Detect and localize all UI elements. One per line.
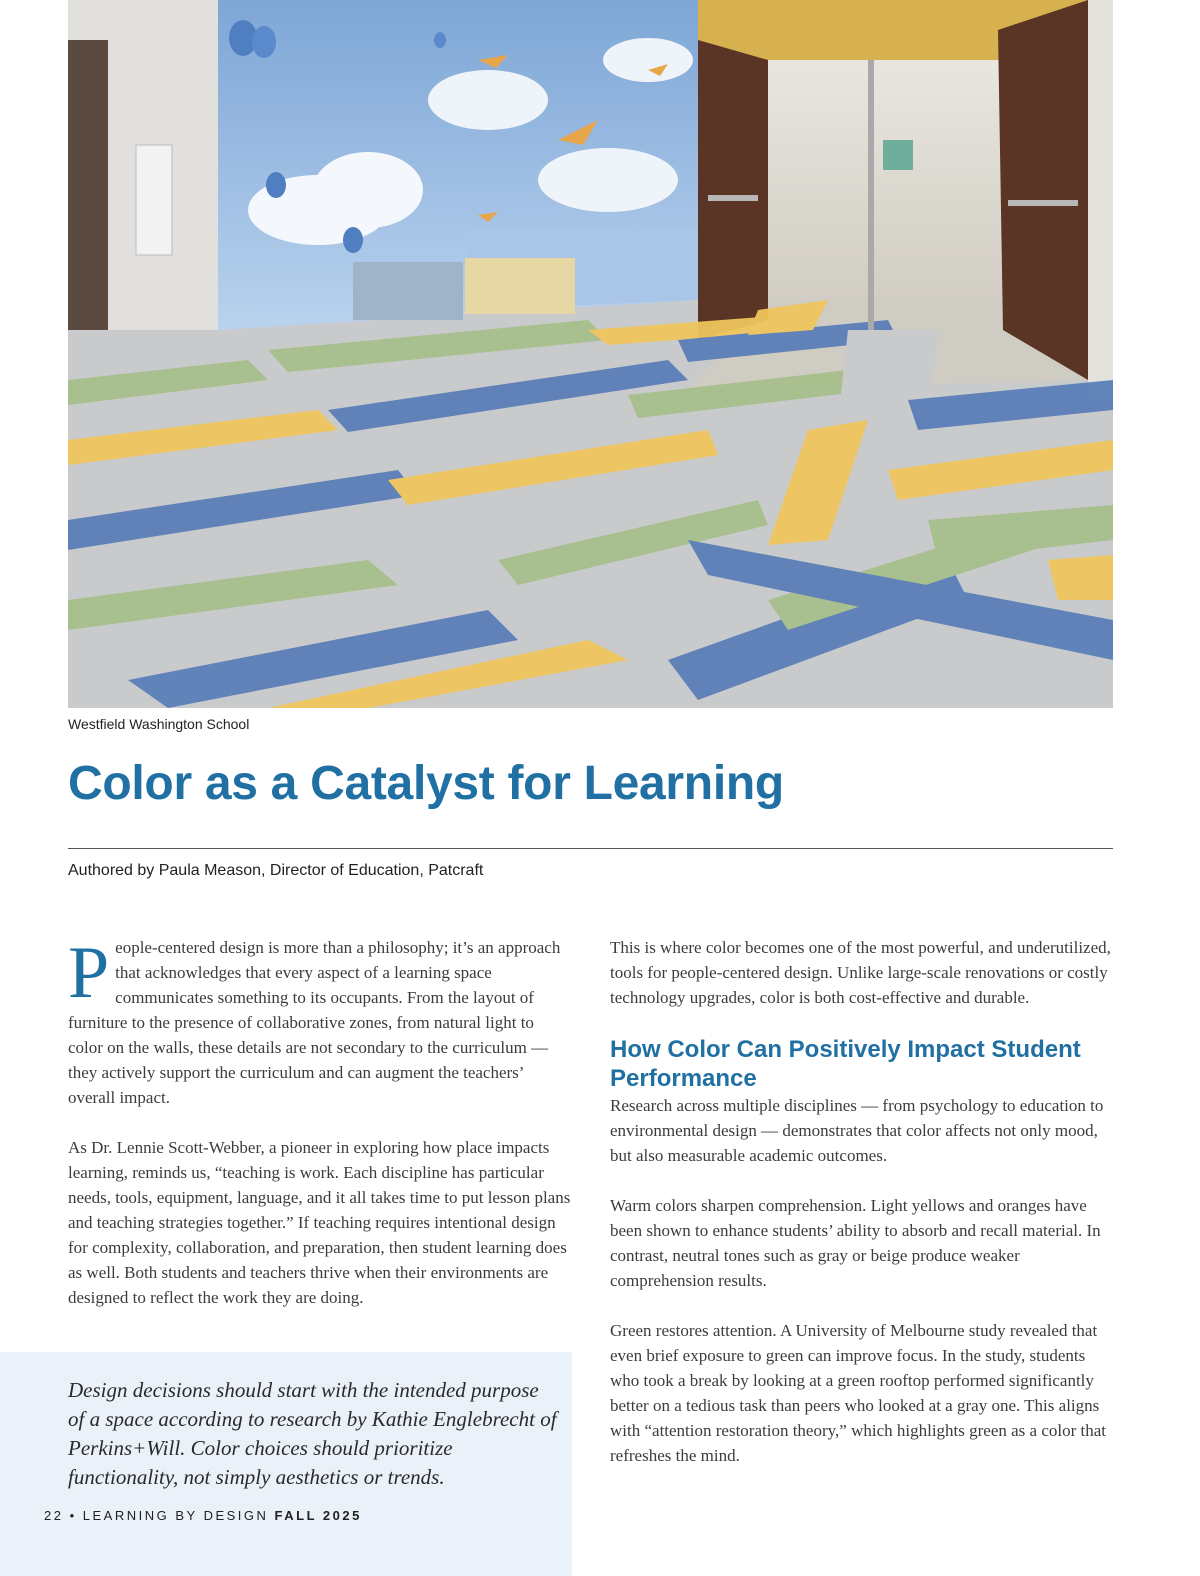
body-paragraph: As Dr. Lennie Scott-Webber, a pioneer in exploring how place impacts learning, reminds us, “teaching is work. Each discipline has particular needs, tools, equipment, language, and it all takes time to put lesson plans and teaching strategies together.” If teaching requires intentional design for complexity, collaboration, and preparation, then student learning does as well. Both students and teachers thrive when their environments are designed to reflect the work they are doing. — [68, 1138, 571, 1307]
right-column — [610, 935, 1115, 1493]
issue-label: FALL 2025 — [274, 1508, 362, 1523]
pull-quote: Design decisions should start with the intended purpose of a space according to research by Kathie Englebrecht of Perkins+Will. Color choices should prioritize functionality, not simply aesthetics or trends. — [68, 1378, 557, 1489]
body-paragraph: Warm colors sharpen comprehension. Light yellows and oranges have been shown to enhance students’ ability to absorb and recall material. In contrast, neutral tones such as gray or beige produce weaker comprehension results. — [610, 1196, 1101, 1290]
title-divider — [68, 848, 1113, 849]
publication-name: LEARNING BY DESIGN — [82, 1508, 269, 1523]
body-paragraph: Research across multiple disciplines — from psychology to education to environmental design — demonstrates that color affects not only mood, but also measurable academic outcomes. — [610, 1096, 1104, 1165]
school-hallway-illustration — [68, 0, 1113, 708]
body-paragraph: Green restores attention. A University of Melbourne study revealed that even brief exposure to green can improve focus. In the study, students who took a break by looking at a green rooftop performed significantly better on a tedious task than peers who looked at a gray one. This aligns with “attention restoration theory,” which highlights green as a color that refreshes the mind. — [610, 1321, 1107, 1465]
photo-caption: Westfield Washington School — [68, 716, 250, 732]
footer-separator: • — [69, 1508, 77, 1523]
author-byline: Authored by Paula Meason, Director of Education, Patcraft — [68, 862, 484, 879]
left-column — [68, 932, 573, 1335]
article-title: Color as a Catalyst for Learning — [68, 757, 784, 810]
body-paragraph: This is where color becomes one of the most powerful, and underutilized, tools for people-centered design. Unlike large-scale renovations or costly technology upgrades, color is both cost-effective and durable. — [610, 938, 1111, 1007]
intro-paragraph-text: eople-centered design is more than a philosophy; it’s an approach that acknowledges that every aspect of a learning space communicates something to its occupants. From the layout of furniture to the presence of collaborative zones, from natural light to color on the walls, these details are not secondary to the curriculum — they actively support the curriculum and can augment the teachers’ overall impact. — [68, 938, 561, 1107]
drop-cap: P — [68, 932, 110, 1014]
page-number: 22 — [44, 1508, 64, 1523]
intro-paragraph — [68, 932, 573, 1110]
hero-photo — [68, 0, 1113, 708]
section-subheading: How Color Can Positively Impact Student Performance — [610, 1036, 1081, 1092]
page-footer — [44, 1508, 362, 1523]
